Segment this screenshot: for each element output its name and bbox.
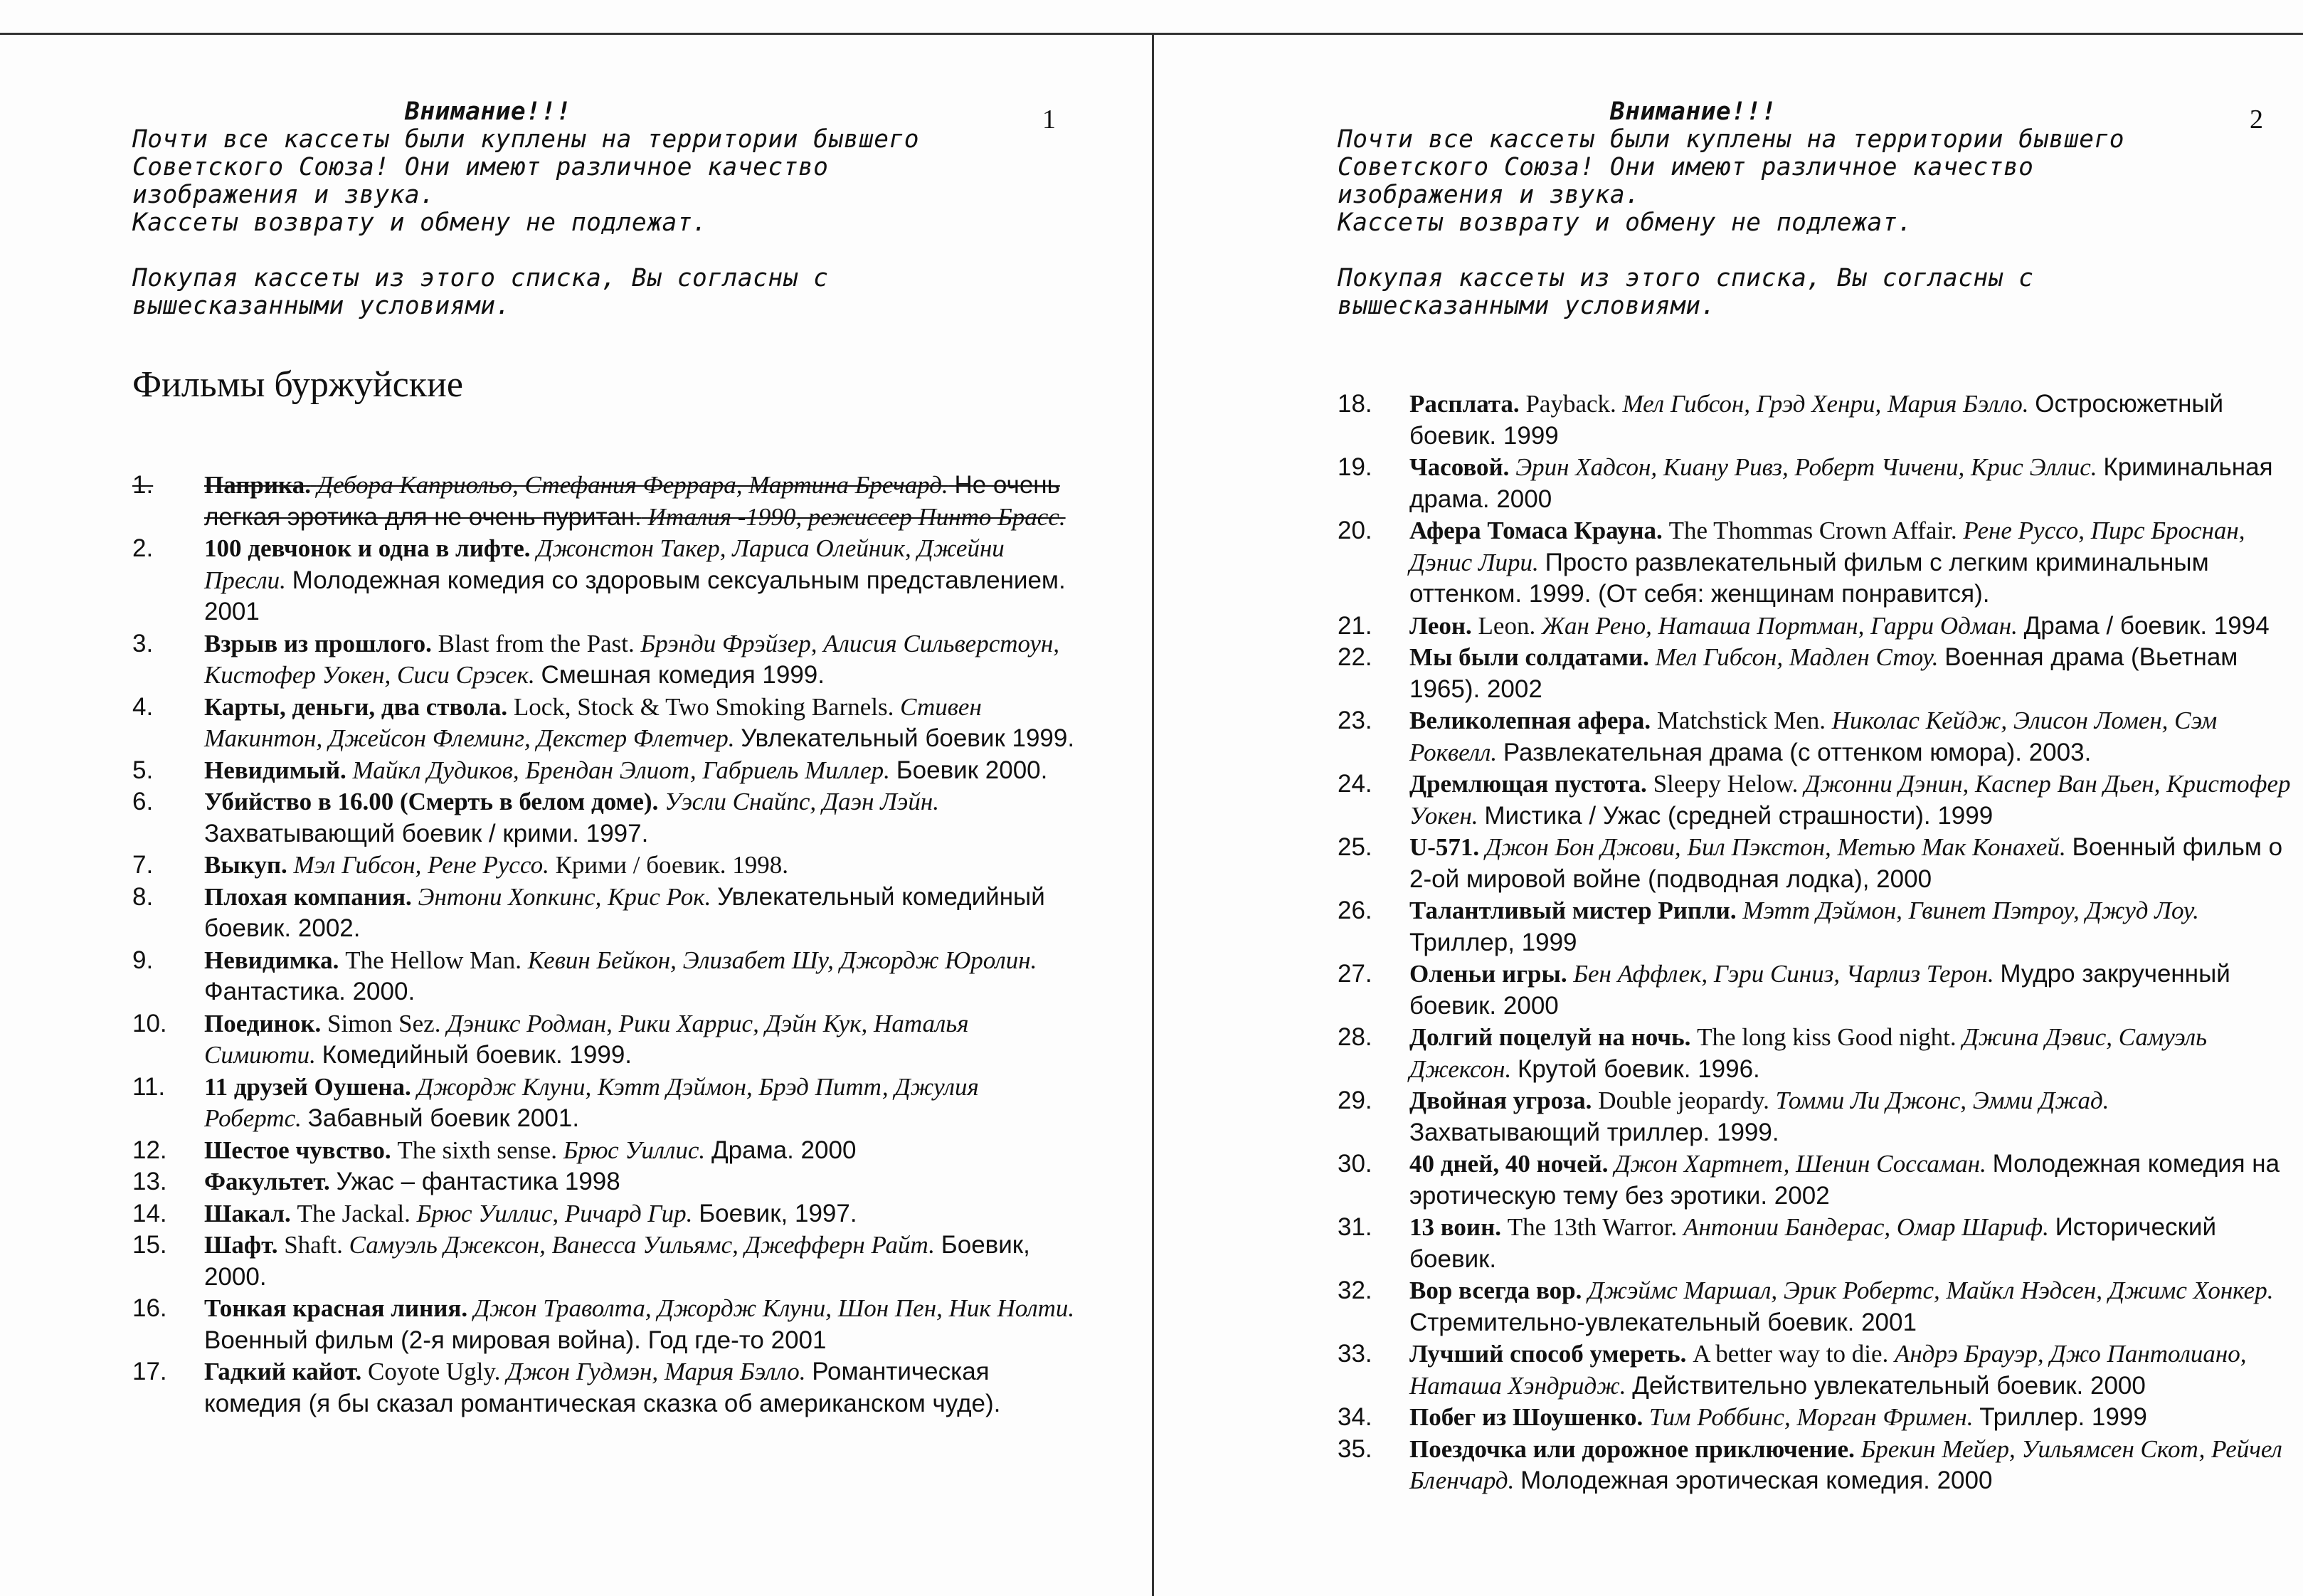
notice-block <box>1338 98 2262 320</box>
film-list-item <box>1338 389 2291 452</box>
film-description: Молодежная комедия со здоровым сексуальным представлением. 2001 <box>204 566 1066 625</box>
film-description: Ужас – фантастика 1998 <box>336 1168 620 1195</box>
film-original-title: The 13th Warror. <box>1507 1213 1678 1241</box>
item-number: 26. <box>1338 897 1372 924</box>
film-title: Поездочка или дорожное приключение. <box>1409 1434 1855 1463</box>
film-description: Молодежная эротическая комедия. 2000 <box>1520 1466 1993 1494</box>
film-title: Расплата. <box>1409 390 1520 418</box>
film-original-title: Blast from the Past. <box>438 629 635 657</box>
film-original-title: Payback. <box>1525 390 1616 418</box>
film-title: Выкуп. <box>204 851 287 879</box>
film-actors: Кевин Бейкон, Элизабет Шу, Джордж Юролин. <box>527 946 1037 974</box>
film-list-item <box>1338 515 2291 611</box>
item-number: 9. <box>132 946 154 974</box>
film-title: Взрыв из прошлого. <box>204 629 432 657</box>
item-number: 7. <box>132 851 154 879</box>
film-description: Военный фильм (2-я мировая война). Год где-то 2001 <box>204 1326 827 1354</box>
page-number: 2 <box>2250 105 2263 134</box>
film-actors: Мел Гибсон, Мадлен Стоу. <box>1655 643 1939 671</box>
film-actors: Джон Бон Джови, Бил Пэкстон, Метью Мак Конахей. <box>1485 833 2066 861</box>
film-title: Шакал. <box>204 1199 291 1227</box>
film-title: Двойная угроза. <box>1409 1087 1592 1114</box>
film-actors: Николас Кейдж, Элисон Ломен, Сэм Роквелл. <box>1409 707 2218 766</box>
film-description: Фантастика. 2000. <box>204 978 415 1005</box>
film-list-item <box>132 1135 1079 1167</box>
film-actors: Джонстон Такер, Лариса Олейник, Джейни Пресли. <box>204 534 1005 594</box>
film-title: 100 девчонок и одна в лифте. <box>204 534 531 562</box>
item-number: 31. <box>1338 1213 1372 1241</box>
agreement-line: Покупая кассеты из этого списка, Вы согласны с <box>1338 264 2034 292</box>
item-number: 16. <box>132 1294 167 1322</box>
notice-line: изображения и звука. <box>132 181 435 209</box>
film-title: Побег из Шоушенко. <box>1409 1403 1643 1431</box>
item-number: 33. <box>1338 1340 1372 1368</box>
film-description: Криминальная драма. 2000 <box>1409 453 2273 513</box>
item-number: 2. <box>132 534 154 562</box>
film-description: Смешная комедия 1999. <box>541 661 825 689</box>
film-description: Мистика / Ужас (средней страшности). 1999 <box>1484 801 1994 830</box>
agreement-line: Покупая кассеты из этого списка, Вы согласны с <box>132 264 829 292</box>
film-title: Часовой. <box>1409 453 1510 481</box>
item-number: 24. <box>1338 770 1372 798</box>
film-title: Поединок. <box>204 1009 322 1037</box>
film-description: Триллер. 1999 <box>1979 1403 2147 1431</box>
film-list-item <box>1338 895 2291 958</box>
film-actors: Джон Хартнет, Шенин Соссаман. <box>1614 1150 1986 1178</box>
item-number: 4. <box>132 692 154 721</box>
film-description: Захватывающий боевик / крими. 1997. <box>204 819 649 847</box>
film-title: U-571. <box>1409 833 1480 861</box>
film-description: Комедийный боевик. 1999. <box>322 1041 632 1069</box>
film-actors: Майкл Дудиков, Брендан Элиот, Габриель Миллер. <box>352 756 890 784</box>
film-title: 13 воин. <box>1409 1213 1501 1241</box>
item-number: 30. <box>1338 1150 1372 1178</box>
film-original-title: The Jackal. <box>297 1199 411 1227</box>
film-list-item <box>132 786 1079 850</box>
film-actors: Брюс Уиллис. <box>563 1136 706 1164</box>
film-description: Драма / боевик. 1994 <box>2023 611 2270 640</box>
film-original-title: The sixth sense. <box>397 1136 557 1164</box>
film-title: Леон. <box>1409 611 1472 640</box>
notice-line: Кассеты возврату и обмену не подлежат. <box>132 208 708 237</box>
film-list-item <box>1338 1212 2291 1275</box>
film-actors: Самуэль Джексон, Ванесса Уильямс, Джефферн Райт. <box>349 1231 936 1259</box>
film-actors: Жан Рено, Наташа Портман, Гарри Одман. <box>1541 611 2018 640</box>
film-description: Боевик, 1997. <box>699 1199 857 1227</box>
film-list-item <box>1338 1402 2291 1434</box>
film-list-item <box>132 882 1079 945</box>
item-number: 6. <box>132 788 154 815</box>
film-original-title: A better way to die. <box>1693 1340 1889 1368</box>
page-2 <box>1154 33 2303 1596</box>
film-list-item <box>132 1230 1079 1293</box>
item-number: 8. <box>132 882 154 911</box>
item-number: 20. <box>1338 517 1372 544</box>
film-original-title: The Thommas Crown Affair. <box>1668 517 1957 544</box>
item-number: 18. <box>1338 390 1372 418</box>
film-title: 40 дней, 40 ночей. <box>1409 1150 1609 1178</box>
item-number: 13. <box>132 1168 167 1195</box>
notice-line: Советского Союза! Они имеют различное качество <box>1338 153 2034 181</box>
section-title: Фильмы буржуйские <box>132 364 463 405</box>
item-number: 21. <box>1338 611 1372 640</box>
film-actors: Джонни Дэнин, Каспер Ван Дьен, Кристофер Уокен. <box>1409 770 2291 830</box>
film-list-item <box>132 533 1079 628</box>
film-list-item <box>132 1356 1079 1420</box>
film-title: Оленьи игры. <box>1409 960 1567 988</box>
film-list-item <box>1338 705 2291 768</box>
item-number: 22. <box>1338 643 1372 671</box>
film-original-title: Matchstick Men. <box>1656 707 1826 734</box>
film-title: Гадкий кайот. <box>204 1358 362 1385</box>
film-list-item <box>1338 958 2291 1022</box>
item-number: 11. <box>132 1072 166 1101</box>
film-description: Молодежная комедия на эротическую тему без эротики. 2002 <box>1409 1150 2280 1210</box>
item-number: 32. <box>1338 1277 1372 1304</box>
item-number: 23. <box>1338 707 1372 734</box>
film-title: Тонкая красная линия. <box>204 1294 468 1322</box>
notice-line: изображения и звука. <box>1338 181 1641 209</box>
item-number: 14. <box>132 1199 167 1227</box>
film-title: Афера Томаса Крауна. <box>1409 517 1663 544</box>
item-number: 35. <box>1338 1434 1372 1463</box>
film-title: Дремлющая пустота. <box>1409 770 1647 798</box>
item-number: 29. <box>1338 1087 1372 1114</box>
film-original-title: Double jeopardy. <box>1598 1087 1769 1114</box>
film-actors: Джина Дэвис, Самуэль Джексон. <box>1409 1023 2208 1083</box>
film-actors: Джордж Клуни, Кэтт Дэймон, Брэд Питт, Джулия Робертс. <box>204 1072 979 1132</box>
film-title: Мы были солдатами. <box>1409 643 1649 671</box>
film-description: Стремительно-увлекательный боевик. 2001 <box>1409 1308 1917 1336</box>
film-list <box>132 470 1079 1420</box>
film-actors: Томми Ли Джонс, Эмми Джад. <box>1775 1087 2109 1114</box>
film-list-item <box>1338 1022 2291 1085</box>
film-list-item <box>1338 1338 2291 1402</box>
film-list-item <box>132 692 1079 755</box>
film-description: Не очень легкая эротика для не очень пуритан. <box>204 471 1060 531</box>
film-description: Развлекательная драма (с оттенком юмора). 2003. <box>1503 738 2092 766</box>
film-title: Великолепная афера. <box>1409 707 1651 734</box>
film-title: Факультет. <box>204 1168 330 1195</box>
film-actors: Рене Руссо, Пирс Броснан, Дэнис Лири. <box>1409 517 2245 576</box>
film-original-title: Shaft. <box>284 1231 343 1259</box>
film-title: Паприка. <box>204 471 311 499</box>
film-list-item <box>1338 1275 2291 1338</box>
item-number: 28. <box>1338 1023 1372 1051</box>
film-description: Забавный боевик 2001. <box>307 1104 580 1132</box>
film-title: Шестое чувство. <box>204 1136 391 1164</box>
notice-line: Почти все кассеты были куплены на территории бывшего <box>1338 125 2125 154</box>
film-title: Невидимый. <box>204 756 346 784</box>
film-list-item <box>1338 1148 2291 1212</box>
film-description: Увлекательный боевик 1999. <box>741 724 1075 752</box>
film-description: Драма. 2000 <box>711 1136 857 1164</box>
film-list-item <box>132 1008 1079 1072</box>
film-list-item <box>132 755 1079 787</box>
page-number: 1 <box>1042 105 1056 134</box>
agreement-line: вышесказанными условиями. <box>1338 292 1716 320</box>
film-actors: Дэникс Родман, Рики Харрис, Дэйн Кук, Наталья Симиюти. <box>204 1009 969 1069</box>
film-list-item <box>132 470 1079 533</box>
film-original-title: The Hellow Man. <box>345 946 522 974</box>
film-title: Шафт. <box>204 1231 278 1259</box>
film-actors: Тим Роббинс, Морган Фримен. <box>1648 1403 1974 1431</box>
film-title: Плохая компания. <box>204 882 412 911</box>
film-actors: Дебора Каприольо, Стефания Феррара, Мартина Бречард. <box>317 471 948 499</box>
film-title: Убийство в 16.00 (Смерть в белом доме). <box>204 788 659 815</box>
film-original-title: Coyote Ugly. <box>368 1358 501 1385</box>
film-actors: Брекин Мейер, Уильямсен Скот, Рейчел Бленчард. <box>1409 1434 2282 1494</box>
film-description: Боевик, 2000. <box>204 1231 1030 1291</box>
film-description: Остросюжетный боевик. 1999 <box>1409 390 2224 450</box>
film-actors: Джэймс Маршал, Эрик Робертс, Майкл Нэдсен, Джимс Хонкер. <box>1588 1277 2274 1304</box>
film-description: Военный фильм о 2-ой мировой войне (подводная лодка), 2000 <box>1409 833 2283 893</box>
film-list-item <box>1338 832 2291 895</box>
film-list <box>1338 389 2291 1497</box>
film-description: Военная драма (Вьетнам 1965). 2002 <box>1409 643 2238 703</box>
film-actors: Эрин Хадсон, Киану Ривз, Роберт Чичени, Крис Эллис. <box>1515 453 2097 481</box>
film-list-item <box>1338 1085 2291 1148</box>
item-number: 10. <box>132 1009 167 1037</box>
film-original-title: The long kiss Good night. <box>1697 1023 1957 1051</box>
film-actors: Антонии Бандерас, Омар Шариф. <box>1683 1213 2049 1241</box>
film-title: Карты, деньги, два ствола. <box>204 692 508 721</box>
item-number: 3. <box>132 629 154 657</box>
notice-line: Почти все кассеты были куплены на территории бывшего <box>132 125 920 154</box>
film-list-item <box>132 1072 1079 1135</box>
film-description: Боевик 2000. <box>896 756 1048 784</box>
item-number: 15. <box>132 1231 167 1259</box>
film-description: Захватывающий триллер. 1999. <box>1409 1118 1779 1146</box>
film-title: 11 друзей Оушена. <box>204 1072 411 1101</box>
film-list-item <box>132 945 1079 1008</box>
notice-block <box>132 98 1057 320</box>
film-title: Талантливый мистер Рипли. <box>1409 897 1737 924</box>
film-list-item <box>132 1293 1079 1356</box>
notice-title: Внимание!!! <box>405 97 571 126</box>
film-description: Триллер, 1999 <box>1409 928 1577 956</box>
film-list-item <box>132 850 1079 882</box>
film-title: Долгий поцелуй на ночь. <box>1409 1023 1691 1051</box>
film-actors: Брюс Уиллис, Ричард Гир. <box>416 1199 693 1227</box>
item-number: 12. <box>132 1136 167 1164</box>
item-number: 17. <box>132 1358 167 1385</box>
film-actors: Мэл Гибсон, Рене Руссо. <box>293 851 549 879</box>
page-1 <box>0 33 1152 1596</box>
film-actors: Стивен Макинтон, Джейсон Флеминг, Декстер Флетчер. <box>204 692 982 752</box>
film-extra: Италия -1990, режиссер Пинто Брасс. <box>647 502 1066 531</box>
film-list-item <box>1338 611 2291 643</box>
film-actors: Джон Траволта, Джордж Клуни, Шон Пен, Ник Нолти. <box>473 1294 1075 1322</box>
item-number: 19. <box>1338 453 1372 481</box>
film-description: Увлекательный комедийный боевик. 2002. <box>204 882 1045 942</box>
film-list-item <box>132 628 1079 692</box>
film-actors: Брэнди Фрэйзер, Алисия Сильверстоун, Кистофер Уокен, Сиси Срэсек. <box>204 629 1059 689</box>
agreement-line: вышесказанными условиями. <box>132 292 511 320</box>
film-description: Действительно увлекательный боевик. 2000 <box>1632 1371 2146 1400</box>
film-actors: Мэтт Дэймон, Гвинет Пэтроу, Джуд Лоу. <box>1742 897 2199 924</box>
film-actors: Джон Гудмэн, Мария Бэлло. <box>507 1358 806 1385</box>
notice-title: Внимание!!! <box>1610 97 1777 126</box>
film-list-item <box>1338 452 2291 515</box>
film-actors: Андрэ Брауэр, Джо Пантолиано, Наташа Хэндридж. <box>1409 1340 2247 1400</box>
film-list-item <box>132 1166 1079 1198</box>
notice-line: Кассеты возврату и обмену не подлежат. <box>1338 208 1913 237</box>
item-number: 25. <box>1338 833 1372 861</box>
film-description: Мудро закрученный боевик. 2000 <box>1409 960 2230 1020</box>
film-original-title: Leon. <box>1478 611 1536 640</box>
film-original-title: Simon Sez. <box>327 1009 441 1037</box>
film-actors: Уэсли Снайпс, Даэн Лэйн. <box>665 788 939 815</box>
film-original-title: Sleepy Helow. <box>1653 770 1799 798</box>
film-list-item <box>1338 642 2291 705</box>
film-original-title: Lock, Stock & Two Smoking Barnels. <box>513 692 894 721</box>
film-description: Романтическая комедия (я бы сказал романтическая сказка об американском чуде). <box>204 1358 1001 1417</box>
film-description: Крими / боевик. 1998. <box>555 851 789 879</box>
film-actors: Бен Аффлек, Гэри Синиз, Чарлиз Терон. <box>1573 960 1994 988</box>
item-number: 34. <box>1338 1403 1372 1431</box>
film-title: Вор всегда вор. <box>1409 1277 1582 1304</box>
film-description: Исторический боевик. <box>1409 1213 2217 1273</box>
film-actors: Энтони Хопкинс, Крис Рок. <box>418 882 711 911</box>
film-list-item <box>1338 1434 2291 1497</box>
film-title: Невидимка. <box>204 946 339 974</box>
item-number: 5. <box>132 756 154 784</box>
film-actors: Мел Гибсон, Грэд Хенри, Мария Бэлло. <box>1622 390 2029 418</box>
item-number: 1. <box>132 471 154 499</box>
item-number: 27. <box>1338 960 1372 988</box>
film-list-item <box>132 1198 1079 1230</box>
film-description: Крутой боевик. 1996. <box>1517 1055 1760 1083</box>
notice-line: Советского Союза! Они имеют различное качество <box>132 153 829 181</box>
film-title: Лучший способ умереть. <box>1409 1340 1687 1368</box>
film-list-item <box>1338 768 2291 832</box>
film-description: Просто развлекательный фильм с легким криминальным оттенком. 1999. (От себя: женщинам понравится). <box>1409 548 2209 608</box>
